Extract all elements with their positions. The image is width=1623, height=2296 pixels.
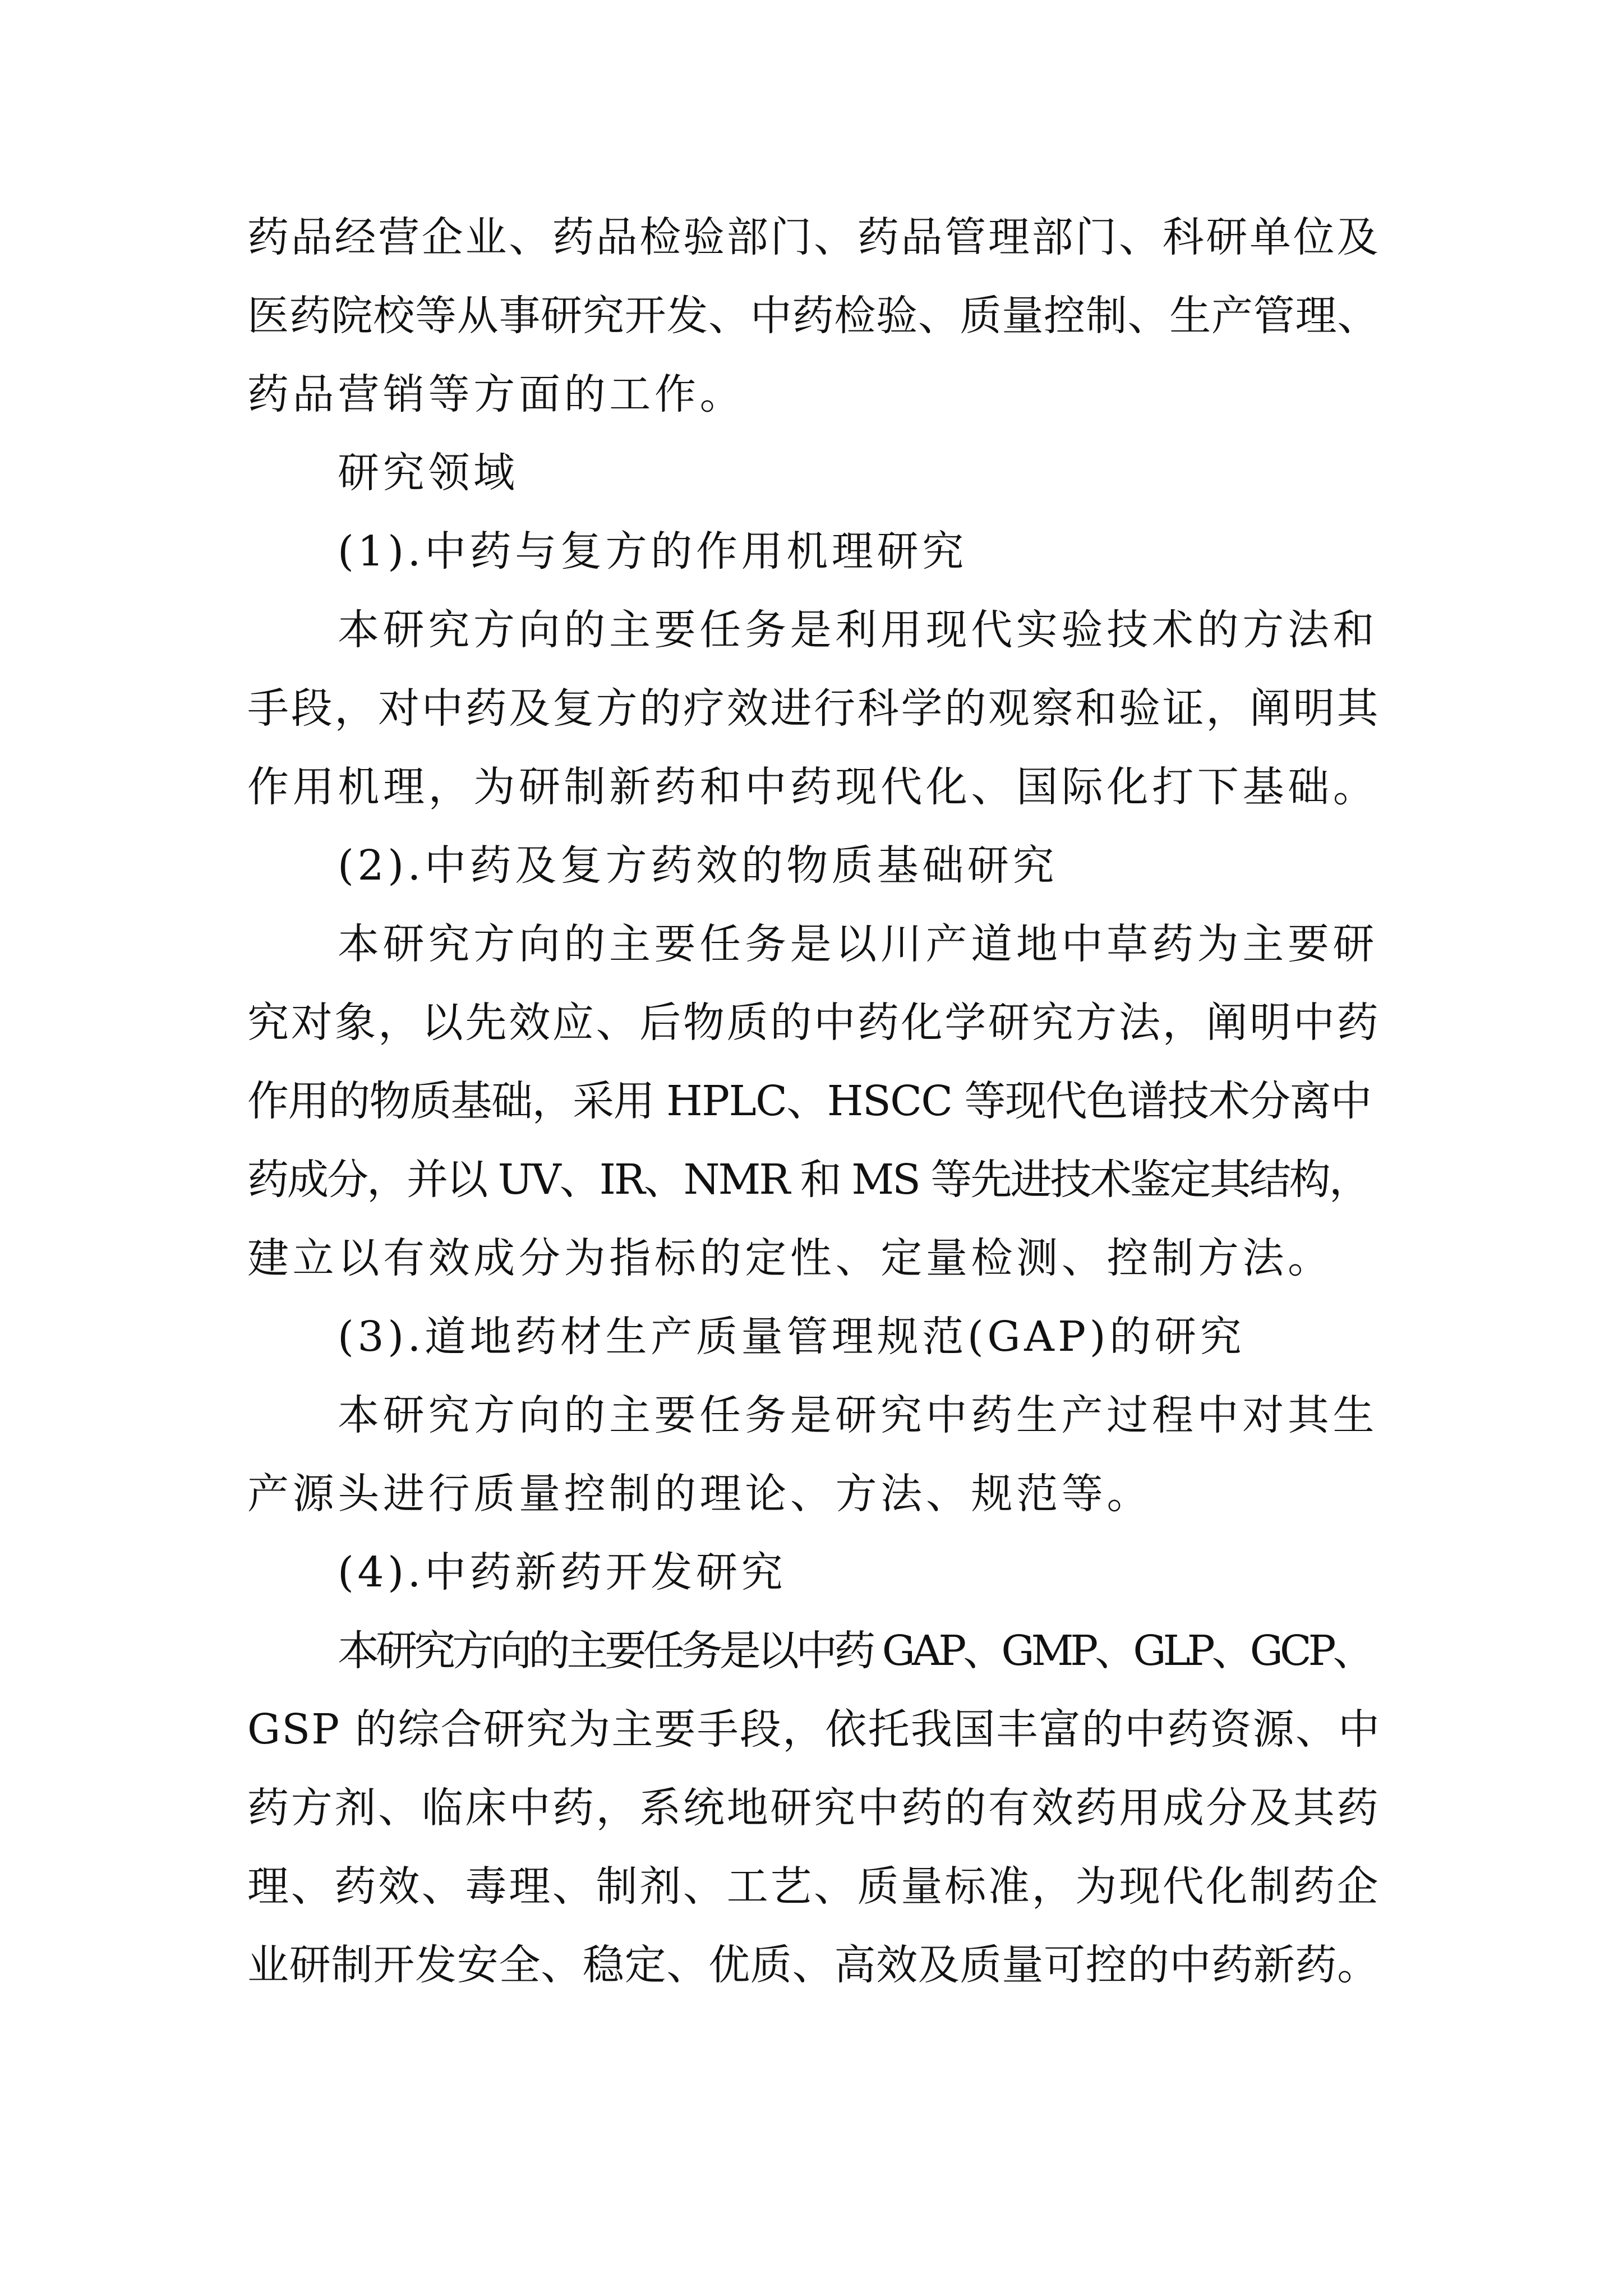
subsection-heading: (3).道地药材生产质量管理规范(GAP)的研究: [338, 1313, 1246, 1361]
section-heading: 研究领域: [338, 449, 519, 497]
body-text-line: 本研究方向的主要任务是研究中药生产过程中对其生: [338, 1391, 1378, 1439]
body-text-line: 药方剂、临床中药，系统地研究中药的有效药用成分及其药: [247, 1784, 1381, 1832]
subsection-heading: (1).中药与复方的作用机理研究: [338, 527, 967, 576]
body-text-line: 建立以有效成分为指标的定性、定量检测、控制方法。: [247, 1234, 1333, 1282]
body-text-line: 药成分，并以 UV、IR、NMR 和 MS 等先进技术鉴定其结构，: [247, 1156, 1369, 1204]
body-text-line: 医药院校等从事研究开发、中药检验、质量控制、生产管理、: [247, 292, 1379, 340]
body-text-line: 手段，对中药及复方的疗效进行科学的观察和验证，阐明其: [247, 684, 1381, 733]
body-text-line: GSP 的综合研究为主要手段，依托我国丰富的中药资源、中: [247, 1705, 1381, 1754]
subsection-heading: (4).中药新药开发研究: [338, 1548, 787, 1596]
body-text-line: 本研究方向的主要任务是以中药 GAP、GMP、GLP、GCP、: [338, 1627, 1371, 1675]
body-text-line: 药品营销等方面的工作。: [247, 370, 745, 418]
body-text-line: 产源头进行质量控制的理论、方法、规范等。: [247, 1470, 1152, 1518]
body-text-line: 本研究方向的主要任务是以川产道地中草药为主要研: [338, 920, 1378, 968]
body-text-line: 究对象，以先效应、后物质的中药化学研究方法，阐明中药: [247, 999, 1381, 1047]
body-text-line: 作用的物质基础，采用 HPLC、HSCC 等现代色谱技术分离中: [247, 1077, 1371, 1125]
body-text-line: 作用机理，为研制新药和中药现代化、国际化打下基础。: [247, 763, 1378, 811]
body-text-line: 药品经营企业、药品检验部门、药品管理部门、科研单位及: [247, 213, 1381, 261]
subsection-heading: (2).中药及复方药效的物质基础研究: [338, 841, 1058, 890]
body-text-line: 业研制开发安全、稳定、优质、高效及质量可控的中药新药。: [247, 1941, 1379, 1989]
body-text-line: 本研究方向的主要任务是利用现代实验技术的方法和: [338, 606, 1378, 654]
body-text-line: 理、药效、毒理、制剂、工艺、质量标准，为现代化制药企: [247, 1862, 1381, 1911]
